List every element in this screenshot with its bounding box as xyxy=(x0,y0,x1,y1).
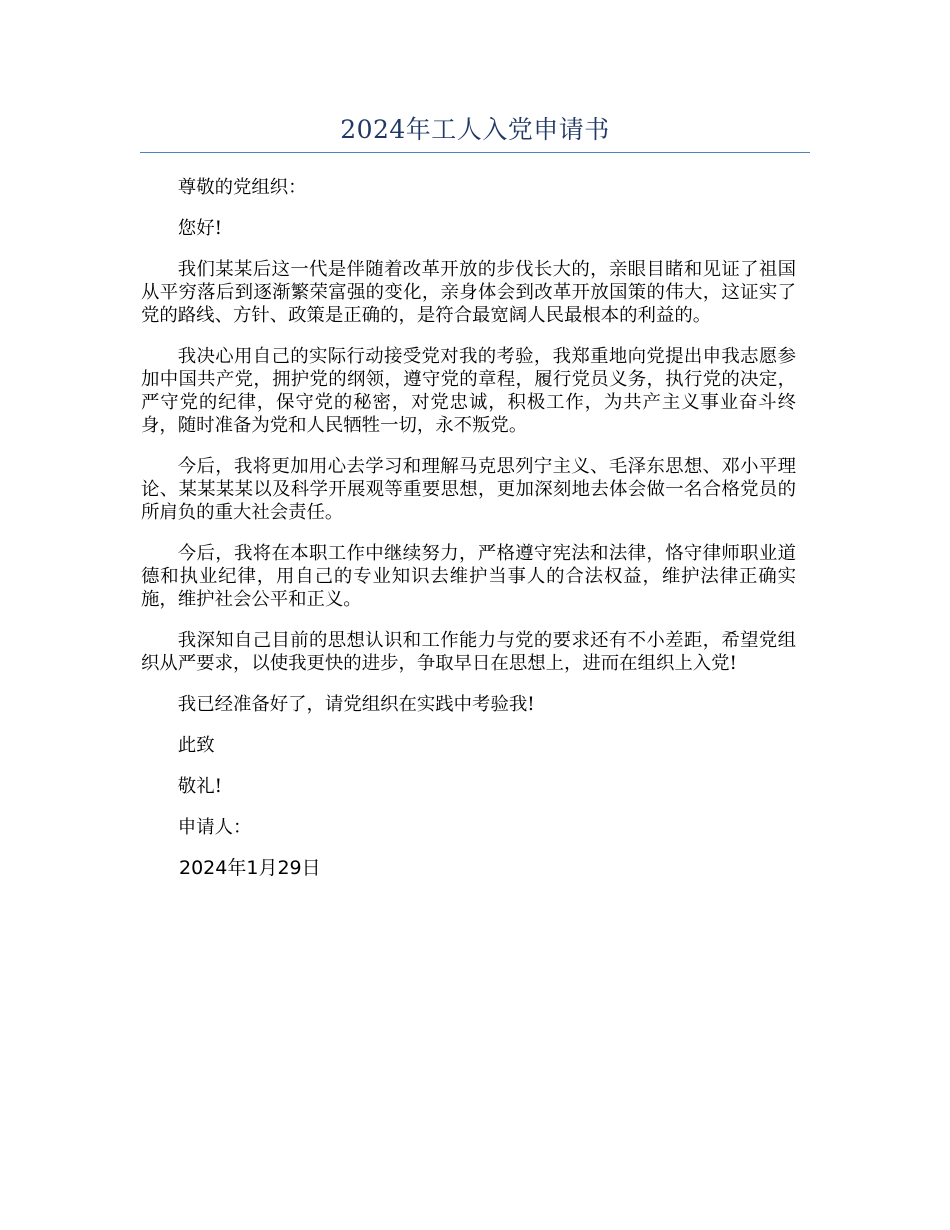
greeting: 您好! xyxy=(177,218,222,239)
body-paragraph-4: 今后，我将在本职工作中继续努力，严格遵守宪法和法律，恪守律师职业道德和执业纪律，用自己的专业知识去维护当事人的合法权益，维护法律正确实施，维护社会公平和正义。 xyxy=(141,543,796,610)
body-paragraph-2: 我决心用自己的实际行动接受党对我的考验，我郑重地向党提出申我志愿参加中国共产党，拥护党的纲领，遵守党的章程，履行党员义务，执行党的决定，严守党的纪律，保守党的秘密，对党忠诚，积极工作，为共产主义事业奋斗终身，随时准备为党和人民牺牲一切，永不叛党。 xyxy=(141,346,796,436)
document-body xyxy=(141,176,796,880)
title-underline xyxy=(140,152,810,153)
closing-jingli: 敬礼! xyxy=(177,776,222,797)
application-date: 2024年1月29日 xyxy=(179,857,321,879)
body-paragraph-5: 我深知自己目前的思想认识和工作能力与党的要求还有不小差距，希望党组织从严要求，以使我更快的进步，争取早日在思想上，进而在组织上入党! xyxy=(141,630,796,674)
document-title: 2024年工人入党申请书 xyxy=(340,115,610,144)
ready-line: 我已经准备好了，请党组织在实践中考验我! xyxy=(177,694,535,715)
salutation: 尊敬的党组织： xyxy=(177,177,307,198)
body-paragraph-3: 今后，我将更加用心去学习和理解马克思列宁主义、毛泽东思想、邓小平理论、某某某某以及科学开展观等重要思想，更加深刻地去体会做一名合格党员的所肩负的重大社会责任。 xyxy=(141,456,796,523)
applicant-label: 申请人： xyxy=(177,817,252,838)
closing-cizhi: 此致 xyxy=(177,735,215,756)
body-paragraph-1: 我们某某后这一代是伴随着改革开放的步伐长大的，亲眼目睹和见证了祖国从平穷落后到逐渐繁荣富强的变化，亲身体会到改革开放国策的伟大，这证实了党的路线、方针、政策是正确的，是符合最宽阔人民最根本的利益的。 xyxy=(141,259,796,326)
